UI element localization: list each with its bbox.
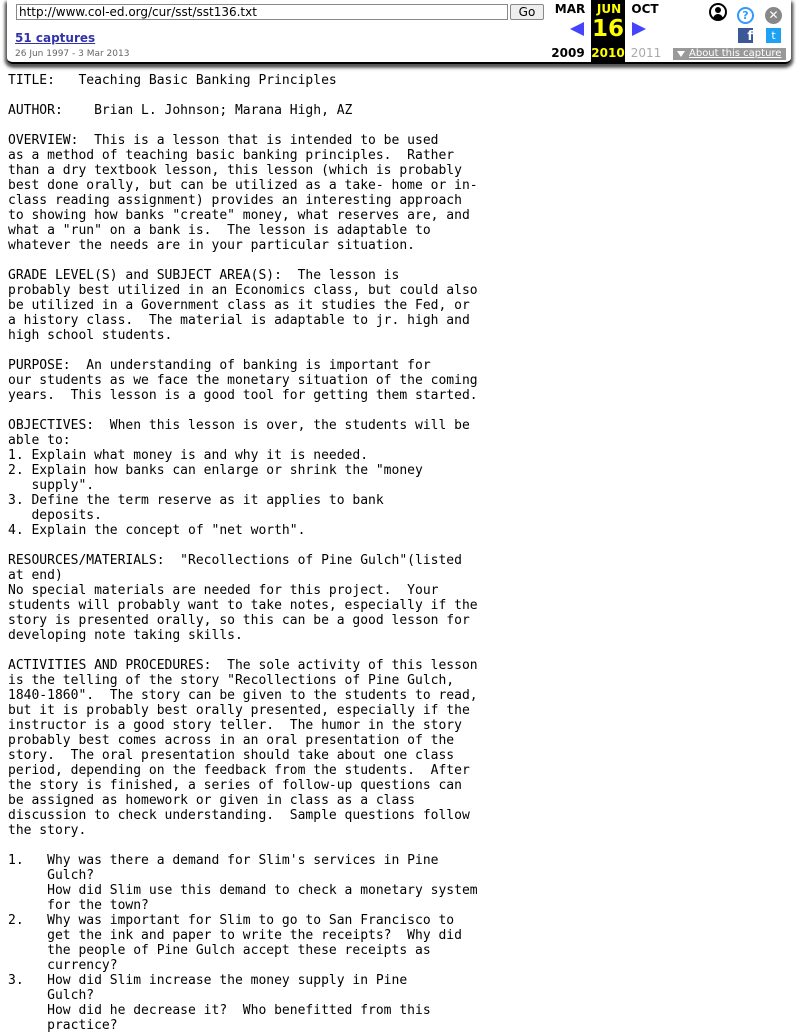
document-line: probably best comes across in an oral presentation of the [8, 733, 455, 748]
year-prev[interactable]: 2009 [551, 46, 585, 60]
document-line: practice? [8, 1018, 118, 1033]
document-line: story is presented orally, so this can be a good lesson for [8, 613, 470, 628]
document-line: to showing how banks "create" money, what reserves are, and [8, 208, 470, 223]
document-line: for the town? [8, 898, 149, 913]
month-current: JUN [596, 2, 622, 16]
document-line: our students as we face the monetary situation of the coming [8, 373, 478, 388]
about-capture-label: About this capture [689, 48, 782, 59]
document-line: 2. Why was important for Slim to go to San Francisco to [8, 913, 455, 928]
document-line: than a dry textbook lesson, this lesson (which is probably [8, 163, 462, 178]
document-line: what a "run" on a bank is. The lesson is adaptable to [8, 223, 431, 238]
document-text [8, 73, 478, 1033]
document-line: be assigned as homework or given in class as a class [8, 793, 415, 808]
capture-date-range: 26 Jun 1997 - 3 Mar 2013 [15, 49, 130, 59]
document-line: class reading assignment) provides an interesting approach [8, 193, 462, 208]
capture-day: 16 [591, 16, 624, 42]
document-line: Gulch? [8, 988, 95, 1003]
document-line: instructor is a good story teller. The humor in the story [8, 718, 462, 733]
document-line: 2. Explain how banks can enlarge or shrink the "money [8, 463, 423, 478]
document-line: AUTHOR: Brian L. Johnson; Marana High, AZ [8, 103, 353, 118]
document-line: supply". [8, 478, 95, 493]
document-line: whatever the needs are in your particular situation. [8, 238, 415, 253]
document-line: as a method of teaching basic banking principles. Rather [8, 148, 455, 163]
wayback-toolbar [7, 0, 791, 64]
captures-link[interactable]: 51 captures [15, 31, 96, 45]
year-current: 2010 [591, 46, 625, 60]
document-line: PURPOSE: An understanding of banking is important for [8, 358, 431, 373]
document-line: 1. Why was there a demand for Slim's services in Pine [8, 853, 439, 868]
document-line: the story. [8, 823, 87, 838]
document-line: period, depending on the feedback from the students. After [8, 763, 470, 778]
facebook-icon[interactable]: f [738, 28, 753, 43]
document-line: discussion to check understanding. Sample questions follow [8, 808, 470, 823]
document-line: RESOURCES/MATERIALS: "Recollections of Pine Gulch"(listed [8, 553, 462, 568]
document-line: How did Slim use this demand to check a monetary system [8, 883, 478, 898]
twitter-icon[interactable]: t [766, 28, 781, 43]
document-line: best done orally, but can be utilized as a take- home or in- [8, 178, 478, 193]
document-line: TITLE: Teaching Basic Banking Principles [8, 73, 337, 88]
document-line: 3. Define the term reserve as it applies to bank [8, 493, 384, 508]
go-button[interactable]: Go [510, 4, 544, 20]
document-line: be utilized in a Government class as it studies the Fed, or [8, 298, 470, 313]
document-line: developing note taking skills. [8, 628, 243, 643]
next-capture-arrow-icon[interactable] [632, 22, 646, 36]
document-line: No special materials are needed for this project. Your [8, 583, 439, 598]
document-line: GRADE LEVEL(S) and SUBJECT AREA(S): The lesson is [8, 268, 400, 283]
user-icon[interactable] [709, 3, 727, 21]
month-next[interactable]: OCT [631, 2, 659, 16]
document-line: How did he decrease it? Who benefitted from this [8, 1003, 431, 1018]
document-line: probably best utilized in an Economics class, but could also [8, 283, 478, 298]
document-line: Gulch? [8, 868, 95, 883]
document-line: able to: [8, 433, 71, 448]
about-capture-button[interactable] [673, 48, 786, 60]
document-line: story. The oral presentation should take about one class [8, 748, 455, 763]
close-icon[interactable]: ✕ [765, 7, 782, 24]
document-line: ACTIVITIES AND PROCEDURES: The sole activity of this lesson [8, 658, 478, 673]
month-prev[interactable]: MAR [554, 2, 586, 16]
document-line: 1840-1860". The story can be given to the students to read, [8, 688, 478, 703]
document-line: a history class. The material is adaptable to jr. high and [8, 313, 470, 328]
document-line: years. This lesson is a good tool for getting them started. [8, 388, 478, 403]
document-line: get the ink and paper to write the receipts? Why did [8, 928, 462, 943]
document-line: is the telling of the story "Recollections of Pine Gulch, [8, 673, 455, 688]
document-line: but it is probably best orally presented, especially if the [8, 703, 470, 718]
document-line: at end) [8, 568, 63, 583]
document-line: OBJECTIVES: When this lesson is over, the students will be [8, 418, 470, 433]
document-line: high school students. [8, 328, 173, 343]
document-line: deposits. [8, 508, 102, 523]
url-input[interactable] [16, 4, 508, 20]
document-line: 3. How did Slim increase the money supply in Pine [8, 973, 408, 988]
document-line: 4. Explain the concept of "net worth". [8, 523, 306, 538]
document-line: students will probably want to take notes, especially if the [8, 598, 478, 613]
document-line: the story is finished, a series of follow-up questions can [8, 778, 462, 793]
prev-capture-arrow-icon[interactable] [570, 22, 584, 36]
help-icon[interactable]: ? [737, 7, 754, 24]
document-line: the people of Pine Gulch accept these receipts as [8, 943, 431, 958]
year-next: 2011 [630, 46, 662, 60]
document-line: OVERVIEW: This is a lesson that is intended to be used [8, 133, 439, 148]
document-line: 1. Explain what money is and why it is needed. [8, 448, 369, 463]
document-line: currency? [8, 958, 118, 973]
caret-down-icon [677, 51, 685, 57]
